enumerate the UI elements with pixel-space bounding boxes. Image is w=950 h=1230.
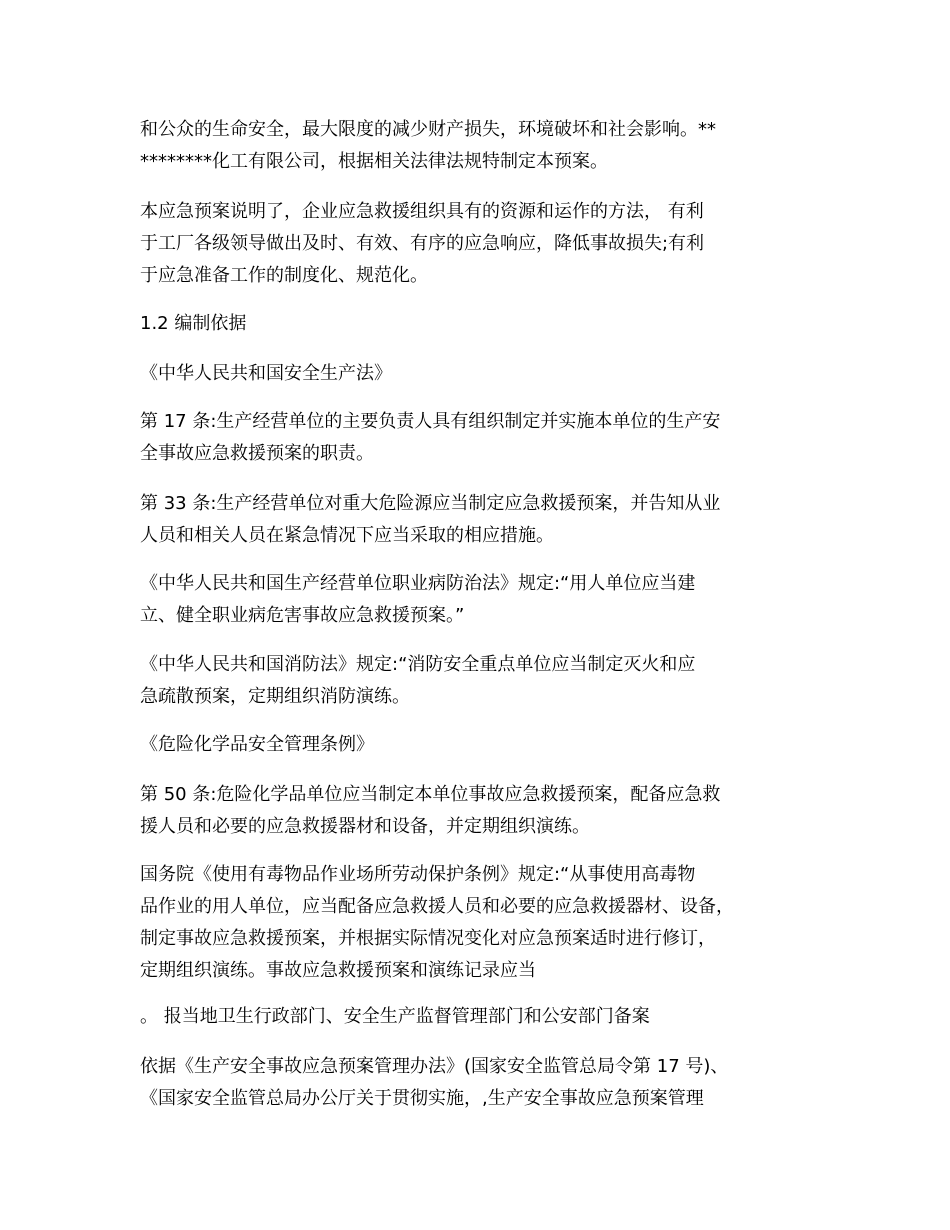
text-line: 《中华人民共和国消防法》规定:“消防安全重点单位应当制定灭火和应 bbox=[140, 654, 696, 675]
text-line: 《危险化学品安全管理条例》 bbox=[140, 734, 374, 755]
text-line: 人员和相关人员在紧急情况下应当采取的相应措施。 bbox=[140, 525, 554, 546]
paragraph-management-measures bbox=[140, 1051, 840, 1115]
text-line: 。 报当地卫生行政部门、安全生产监督管理部门和公安部门备案 bbox=[140, 1006, 650, 1027]
paragraph-fire-law bbox=[140, 649, 840, 713]
text-line: 援人员和必要的应急救援器材和设备，并定期组织演练。 bbox=[140, 816, 590, 837]
text-line: 《中华人民共和国安全生产法》 bbox=[140, 363, 392, 384]
law-title-hazardous-chemicals bbox=[140, 729, 840, 761]
text-line: ********化工有限公司，根据相关法律法规特制定本预案。 bbox=[140, 151, 608, 172]
section-title: 1.2 编制依据 bbox=[140, 313, 247, 334]
text-line: 国务院《使用有毒物品作业场所劳动保护条例》规定:“从事使用高毒物 bbox=[140, 864, 696, 885]
law-title-safety-production bbox=[140, 358, 840, 390]
paragraph-article-33 bbox=[140, 488, 840, 552]
section-heading bbox=[140, 308, 840, 340]
text-line: 第 33 条:生产经营单位对重大危险源应当制定应急救援预案，并告知从业 bbox=[140, 493, 721, 514]
text-line: 全事故应急救援预案的职责。 bbox=[140, 443, 374, 464]
text-line: 立、健全职业病危害事故应急救援预案。” bbox=[140, 605, 465, 626]
paragraph-article-50 bbox=[140, 779, 840, 843]
text-line: 品作业的用人单位，应当配备应急救援人员和必要的应急救援器材、设备， bbox=[140, 896, 734, 917]
paragraph-filing-requirement bbox=[140, 1001, 840, 1033]
paragraph-plan-description bbox=[140, 196, 840, 292]
text-line: 于应急准备工作的制度化、规范化。 bbox=[140, 265, 428, 286]
text-line: 制定事故应急救援预案，并根据实际情况变化对应急预案适时进行修订， bbox=[140, 928, 716, 949]
text-line: 急疏散预案，定期组织消防演练。 bbox=[140, 686, 410, 707]
paragraph-toxic-substances-regulation bbox=[140, 859, 840, 987]
text-line: 于工厂各级领导做出及时、有效、有序的应急响应，降低事故损失;有利 bbox=[140, 233, 705, 254]
text-line: 第 50 条:危险化学品单位应当制定本单位事故应急救援预案，配备应急救 bbox=[140, 784, 721, 805]
text-line: 《中华人民共和国生产经营单位职业病防治法》规定:“用人单位应当建 bbox=[140, 573, 696, 594]
text-line: 和公众的生命安全，最大限度的减少财产损失，环境破坏和社会影响。** bbox=[140, 119, 716, 140]
paragraph-occupational-disease-law bbox=[140, 568, 840, 632]
text-line: 依据《生产安全事故应急预案管理办法》(国家安全监管总局令第 17 号)、 bbox=[140, 1056, 729, 1077]
paragraph-intro-continuation bbox=[140, 114, 840, 178]
text-line: 《国家安全监管总局办公厅关于贯彻实施，,生产安全事故应急预案管理 bbox=[140, 1088, 704, 1109]
text-line: 定期组织演练。事故应急救援预案和演练记录应当 bbox=[140, 960, 536, 981]
text-line: 第 17 条:生产经营单位的主要负责人具有组织制定并实施本单位的生产安 bbox=[140, 411, 721, 432]
paragraph-article-17 bbox=[140, 406, 840, 470]
text-line: 本应急预案说明了，企业应急救援组织具有的资源和运作的方法， 有利 bbox=[140, 201, 704, 222]
